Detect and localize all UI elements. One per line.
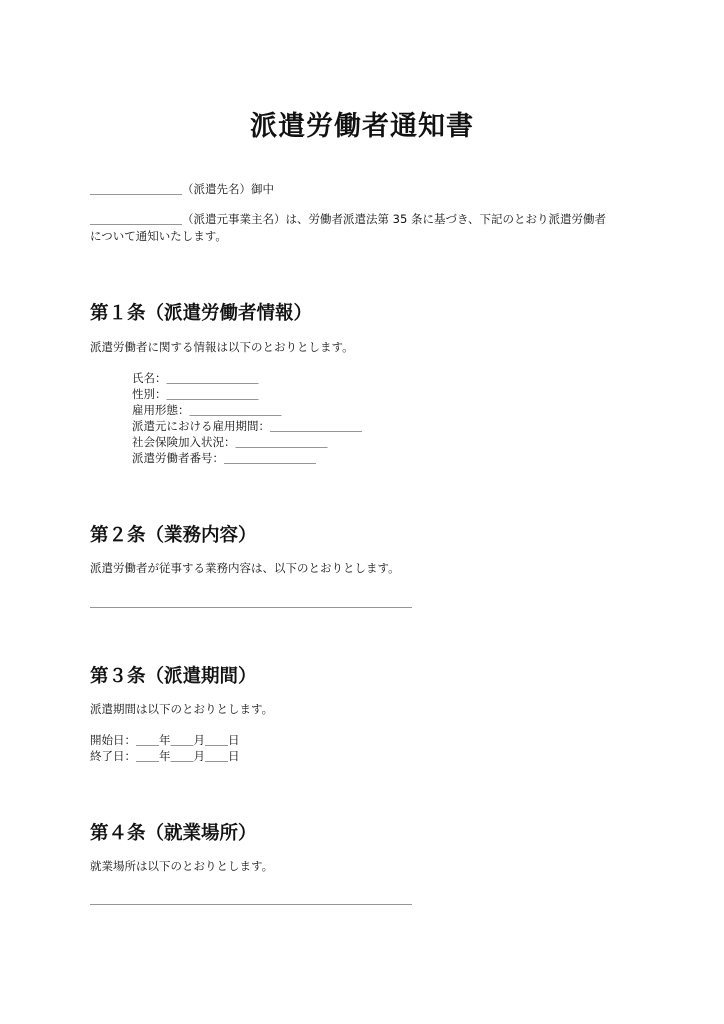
article-2-blank-line: ＿＿＿＿＿＿＿＿＿＿＿＿＿＿＿＿＿＿＿＿＿＿＿＿＿＿＿＿	[90, 595, 412, 609]
article-2-text: 派遣労働者が従事する業務内容は、以下のとおりとします。	[90, 561, 400, 575]
end-date-field: 終了日：＿＿年＿＿月＿＿日	[90, 749, 240, 763]
field-name: 氏名：＿＿＿＿＿＿＿＿	[132, 371, 259, 385]
article-2-heading: 第２条（業務内容）	[90, 525, 257, 546]
document-title: 派遣労働者通知書	[250, 111, 474, 142]
field-employment-type: 雇用形態：＿＿＿＿＿＿＿＿	[132, 403, 282, 417]
statement-line-1: ＿＿＿＿＿＿＿＿（派遣元事業主名）は、労働者派遣法第 35 条に基づき、下記のとおり派遣労働者	[90, 212, 606, 226]
article-1-heading: 第１条（派遣労働者情報）	[90, 303, 313, 324]
article-3-text: 派遣期間は以下のとおりとします。	[90, 702, 274, 716]
article-4-heading: 第４条（就業場所）	[90, 823, 257, 844]
statement-line-2: について通知いたします。	[90, 229, 227, 243]
article-4-blank-line: ＿＿＿＿＿＿＿＿＿＿＿＿＿＿＿＿＿＿＿＿＿＿＿＿＿＿＿＿	[90, 892, 412, 906]
addressee-line: ＿＿＿＿＿＿＿＿（派遣先名）御中	[90, 182, 274, 196]
field-employment-period: 派遣元における雇用期間：＿＿＿＿＿＿＿＿	[132, 419, 362, 433]
article-3-heading: 第３条（派遣期間）	[90, 666, 257, 687]
article-1-text: 派遣労働者に関する情報は以下のとおりとします。	[90, 340, 354, 354]
field-gender: 性別：＿＿＿＿＿＿＿＿	[132, 387, 259, 401]
start-date-field: 開始日：＿＿年＿＿月＿＿日	[90, 733, 240, 747]
article-4-text: 就業場所は以下のとおりとします。	[90, 859, 274, 873]
field-social-insurance: 社会保険加入状況：＿＿＿＿＿＿＿＿	[132, 435, 328, 449]
field-worker-number: 派遣労働者番号：＿＿＿＿＿＿＿＿	[132, 451, 316, 465]
